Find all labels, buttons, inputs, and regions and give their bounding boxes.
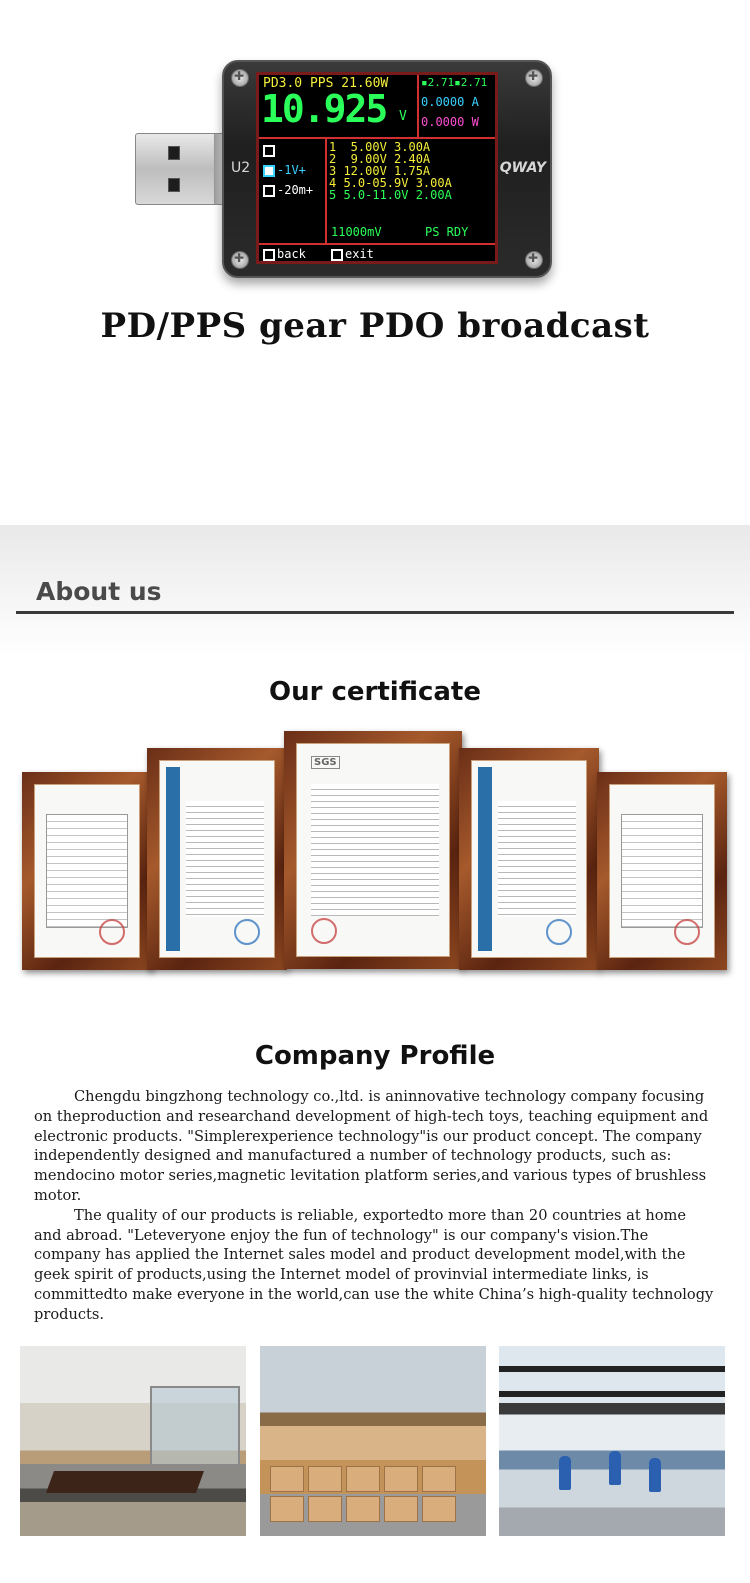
ps-status: PS RDY [425,225,469,239]
checkbox-icon [331,249,343,261]
profile-paragraph: The quality of our products is reliable, exportedto more than 20 countries at home and abroad. "Leteveryone enjoy the fun of technology" is our company's vision.The company has applied the Internet sales model and product development model,with the geek spirit of products,using the Internet model of provinvial intermediate links, is committedto make everyone in the world,can use the white China’s high-quality technology products. [34,1206,714,1323]
carton [270,1496,304,1522]
back-label: back [277,247,306,261]
pdo-entry: 1 5.00V 3.00A [329,140,431,154]
lcd-screen [256,72,498,264]
carton [308,1496,342,1522]
divider [417,75,419,137]
certificate-frame [22,772,152,970]
carton [384,1466,418,1492]
certificate-stripe [478,767,492,951]
option-current-step[interactable] [263,183,313,197]
voltage-unit: V [399,109,407,124]
mode-readout: PD3.0 PPS 21.60W [263,76,389,91]
certificate-paper [34,784,140,958]
ceiling-beam [499,1366,725,1372]
certificate-frame [284,731,462,969]
conference-table [46,1471,204,1493]
worker [559,1456,571,1490]
about-title: About us [36,577,162,606]
screw-icon [231,69,249,87]
ceiling-beam [499,1391,725,1397]
carton [384,1496,418,1522]
usb-pin [168,178,180,192]
certificate-frame [597,772,727,970]
certificate-paper [471,760,587,958]
carton [308,1466,342,1492]
certificate-frame [459,748,599,970]
dp-dm-readout: ▪2.71▪2.71 [421,76,488,89]
certificate-table [622,815,702,927]
about-divider [16,611,734,614]
warehouse-photo [260,1346,486,1536]
device-caption: PD/PPS gear PDO broadcast [100,306,650,346]
exit-label: exit [345,247,374,261]
divider [259,137,495,139]
exit-button[interactable] [331,247,374,261]
pdo-entry: 3 12.00V 1.75A [329,164,431,178]
usb-label: U2 [231,160,251,176]
profile-title: Company Profile [254,1041,496,1071]
certificate-text [186,801,264,917]
certificate-table [47,815,127,927]
certificate-stripe [166,767,180,951]
factory-photo [499,1346,725,1536]
checkbox-icon [263,185,275,197]
pdo-entry: 2 9.00V 2.40A [329,152,431,166]
screw-icon [525,69,543,87]
usb-pin [168,146,180,160]
current-readout: 0.0000 A [421,95,479,109]
seal-icon [311,918,337,944]
seal-icon [674,919,700,945]
worker [649,1458,661,1492]
office-photo [20,1346,246,1536]
carton [422,1496,456,1522]
back-button[interactable] [263,247,306,261]
brand-logo: QWAY [499,160,546,176]
checkbox-icon [263,249,275,261]
pdo-entry: 4 5.0-05.9V 3.00A [329,176,452,190]
divider [259,243,495,245]
carton [346,1496,380,1522]
option-checkbox[interactable] [263,143,277,157]
option-label: -1V+ [277,163,306,177]
carton [346,1466,380,1492]
profile-paragraph: Chengdu bingzhong technology co.,ltd. is aninnovative technology company focusing on theproduction and researchand development of high-tech toys, teaching equipment and electronic products. "Simplerexperience technology"is our product concept. The company independently designed and manufactured a number of technology products, such as: mendocino motor series,magnetic levitation platform series,and various types of brushless motor. [34,1088,709,1204]
certificate-text [498,801,576,917]
checkbox-icon [263,165,275,177]
sgs-logo: SGS [311,756,340,769]
divider [325,137,327,243]
glass-partition [150,1386,240,1466]
about-section [0,525,750,655]
seal-icon [234,919,260,945]
voltage-readout: 10.925 [261,87,387,131]
pdo-entry: 5 5.0-11.0V 2.00A [329,188,452,202]
screw-icon [231,251,249,269]
seal-icon [99,919,125,945]
profile-body [34,1087,716,1325]
option-voltage-step[interactable] [263,163,306,177]
option-label: -20m+ [277,183,314,197]
certificate-paper [296,743,450,957]
screw-icon [525,251,543,269]
carton [270,1466,304,1492]
meter-case [222,60,552,278]
certificate-frame [147,748,287,970]
certificate-title: Our certificate [269,677,481,707]
power-readout: 0.0000 W [421,115,479,129]
device-section [0,0,750,525]
usb-plug [135,133,235,205]
worker [609,1451,621,1485]
certificate-paper [159,760,275,958]
carton [422,1466,456,1492]
seal-icon [546,919,572,945]
certificate-paper [609,784,715,958]
checkbox-icon [263,145,275,157]
set-voltage-readout: 11000mV [331,225,382,239]
certificate-text [311,784,439,916]
